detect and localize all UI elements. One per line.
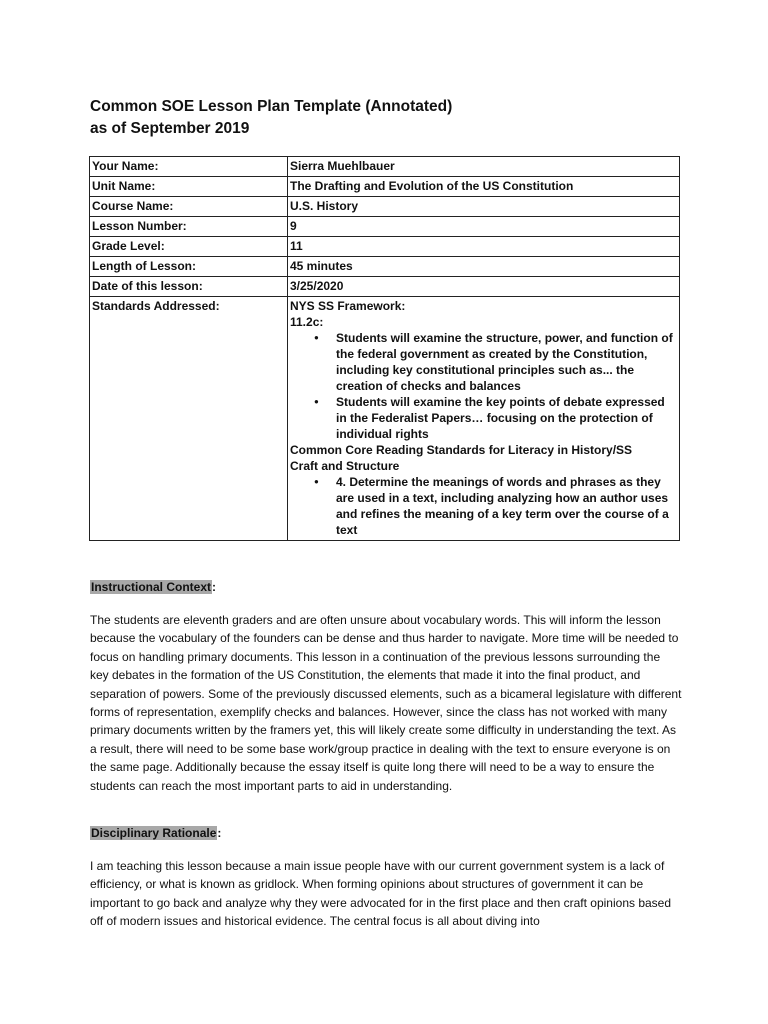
table-label: Your Name: bbox=[90, 157, 288, 177]
standards-list-b bbox=[290, 474, 677, 538]
table-label: Date of this lesson: bbox=[90, 277, 288, 297]
table-value: The Drafting and Evolution of the US Constitution bbox=[288, 177, 680, 197]
table-label: Unit Name: bbox=[90, 177, 288, 197]
table-value: 9 bbox=[288, 217, 680, 237]
table-row bbox=[90, 217, 680, 237]
table-row bbox=[90, 157, 680, 177]
list-item: ● 4. Determine the meanings of words and phrases as they are used in a text, including analyzing how an author uses and refines the meaning of a key term over the course of a text bbox=[336, 474, 677, 538]
table-label: Length of Lesson: bbox=[90, 257, 288, 277]
table-value: Sierra Muehlbauer bbox=[288, 157, 680, 177]
table-label: Course Name: bbox=[90, 197, 288, 217]
standards-cell bbox=[288, 297, 680, 541]
heading-colon: : bbox=[212, 580, 217, 594]
standards-list-a bbox=[290, 330, 677, 442]
table-label: Lesson Number: bbox=[90, 217, 288, 237]
list-item: ● Students will examine the structure, power, and function of the federal government as created by the Constitution, including key constitutional principles such as... the creation of checks and balances bbox=[336, 330, 677, 394]
list-item: ● Students will examine the key points of debate expressed in the Federalist Papers… focusing on the protection of individual rights bbox=[336, 394, 677, 442]
table-value: U.S. History bbox=[288, 197, 680, 217]
table-row bbox=[90, 257, 680, 277]
standards-craft: Craft and Structure bbox=[290, 459, 400, 473]
standards-code: 11.2c: bbox=[290, 315, 324, 329]
title-line-1: Common SOE Lesson Plan Template (Annotated) bbox=[90, 98, 453, 115]
instructional-context-heading bbox=[90, 579, 216, 595]
table-row bbox=[90, 197, 680, 217]
table-label: Grade Level: bbox=[90, 237, 288, 257]
heading-colon: : bbox=[217, 826, 222, 840]
table-row-standards bbox=[90, 297, 680, 541]
instructional-context-body: The students are eleventh graders and are often unsure about vocabulary words. This will inform the lesson because the vocabulary of the founders can be dense and thus harder to navigate. More time will be needed to focus on handling primary documents. This lesson in a continuation of the previous lessons surrounding the key debates in the formation of the US Constitution, the elements that made it into the final product, and separation of powers. Some of the previously discussed elements, such as a bicameral legislature with different forms of representation, exemplify checks and balances. However, since the class has not worked with many primary documents written by the framers yet, this will likely create some difficulty in understanding the text. As a result, there will need to be some base work/group practice in dealing with the text to ensure everyone is on the same page. Additionally because the essay itself is quite long there will need to be a way to ensure the students can reach the most important parts to aid in understanding. bbox=[90, 613, 682, 793]
table-label: Standards Addressed: bbox=[90, 297, 288, 541]
disciplinary-rationale-body: I am teaching this lesson because a main issue people have with our current government system is a lack of efficiency, or what is known as gridlock. When forming opinions about structures of government it can be important to go back and analyze why they were advocated for in the first place and then craft opinions based off of modern issues and historical evidence. The central focus is all about diving into bbox=[90, 859, 672, 929]
table-value: 11 bbox=[288, 237, 680, 257]
standards-framework: NYS SS Framework: bbox=[290, 299, 406, 313]
table-row bbox=[90, 237, 680, 257]
table-row bbox=[90, 177, 680, 197]
table-row bbox=[90, 277, 680, 297]
title-line-2: as of September 2019 bbox=[90, 120, 250, 137]
document-title bbox=[90, 96, 452, 140]
heading-highlight: Instructional Context bbox=[91, 580, 212, 594]
table-value: 3/25/2020 bbox=[288, 277, 680, 297]
lesson-info-table bbox=[89, 156, 680, 541]
heading-highlight: Disciplinary Rationale bbox=[91, 826, 217, 840]
table-value: 45 minutes bbox=[288, 257, 680, 277]
disciplinary-rationale-heading bbox=[90, 825, 221, 841]
standards-common-core: Common Core Reading Standards for Literacy in History/SS bbox=[290, 443, 633, 457]
